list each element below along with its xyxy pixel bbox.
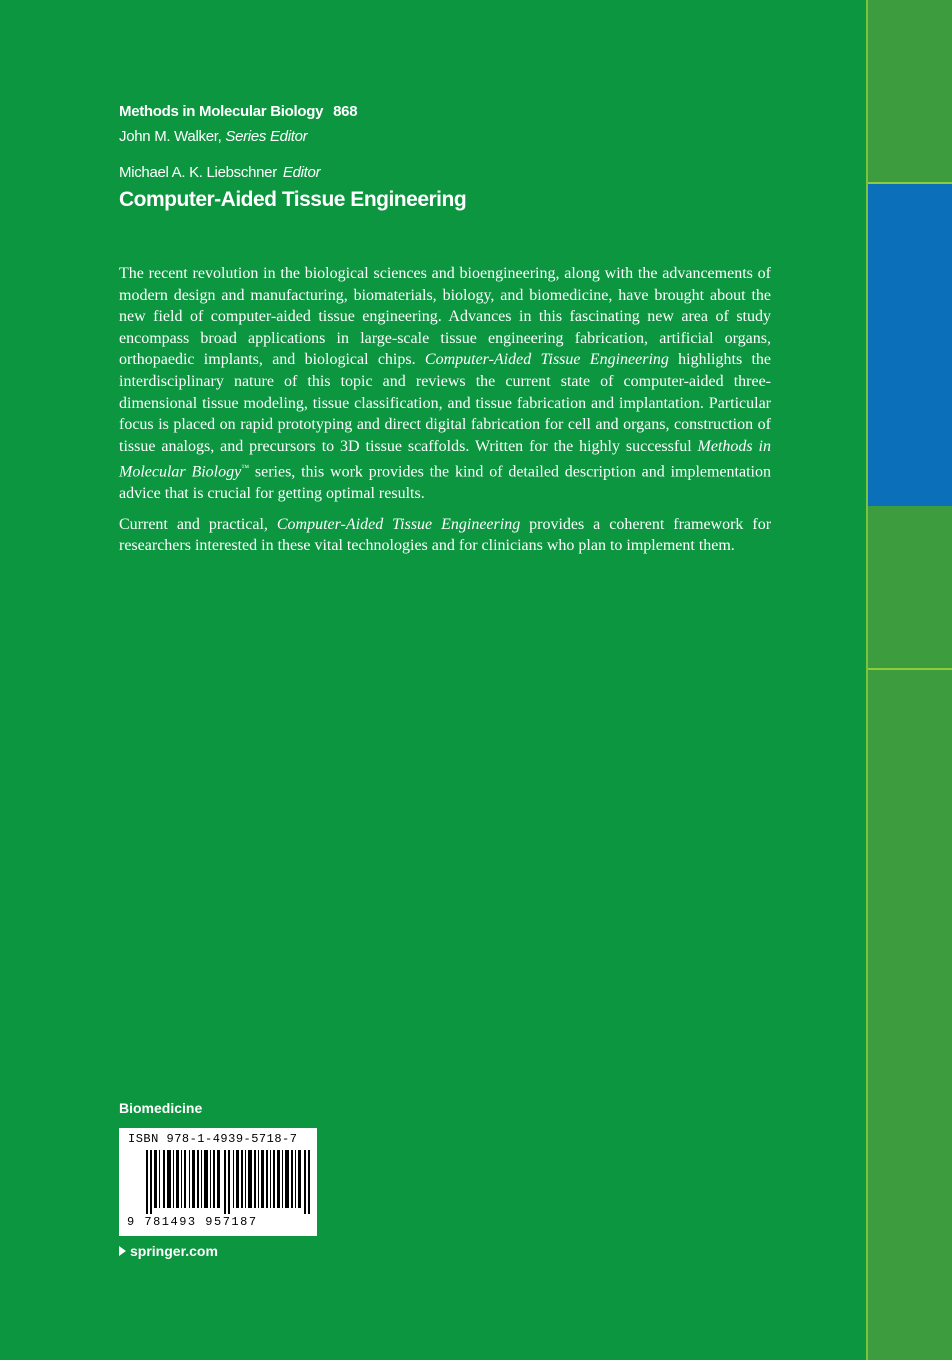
- series-editor-name: John M. Walker,: [119, 128, 222, 145]
- book-editor-role: Editor: [282, 164, 321, 181]
- spine-divider-bottom: [868, 668, 952, 670]
- arrow-right-icon: [119, 1246, 126, 1256]
- spine-blue-block: [868, 184, 952, 506]
- description-text: provides a coherent framework for researchers interested in these vital technologies and for clinicians who plan to implement them.: [119, 515, 772, 555]
- series-editor: [119, 128, 307, 145]
- isbn-label: ISBN 978-1-4939-5718-7: [128, 1132, 298, 1146]
- book-title: Computer-Aided Tissue Engineering: [119, 188, 467, 211]
- description-paragraph-2: [119, 514, 771, 557]
- series-heading: [119, 103, 357, 120]
- website-label: springer.com: [130, 1243, 218, 1259]
- publisher-website[interactable]: [119, 1243, 218, 1259]
- description-text: The recent revolution in the biological sciences and bioengineering, along with the advancements of modern design and manufacturing, biomaterials, biology, and biomedicine, have brought about the new field of computer-aided tissue engineering. Advances in this fascinating new area of study encompass broad applications in large-scale tissue engineering fabrication, artificial organs, orthopaedic implants, and biological chips.: [119, 265, 771, 369]
- description-text: Current and practical,: [119, 515, 277, 533]
- description-title-ref: Computer-Aided Tissue Engineering: [424, 351, 669, 369]
- subject-category: Biomedicine: [119, 1100, 203, 1116]
- book-editor-name: Michael A. K. Liebschner: [119, 164, 277, 181]
- description-text: series, this work provides the kind of detailed description and implementation advice that is crucial for getting optimal results.: [119, 463, 771, 503]
- isbn-barcode: [119, 1128, 317, 1236]
- book-description: [119, 263, 771, 566]
- description-series-ref: Methods in Molecular Biology: [119, 437, 771, 481]
- book-editor: [119, 164, 320, 181]
- series-number: 868: [333, 103, 358, 120]
- description-paragraph-1: [119, 263, 771, 505]
- description-title-ref: Computer-Aided Tissue Engineering: [276, 515, 521, 533]
- description-text: highlights the interdisciplinary nature of this topic and reviews the current state of computer-aided three-dimensional tissue modeling, tissue classification, and tissue fabrication and implantation. Particular focus is placed on rapid prototyping and direct digital fabrication for cell and organs, construction of tissue analogs, and precursors to 3D tissue scaffolds. Written for the highly successful: [119, 351, 772, 455]
- trademark-symbol: ™: [241, 463, 250, 473]
- barcode-digits: 9 781493 957187: [127, 1215, 258, 1229]
- barcode-icon: [146, 1150, 310, 1214]
- series-name: Methods in Molecular Biology: [119, 103, 324, 120]
- series-editor-role: Series Editor: [225, 128, 308, 145]
